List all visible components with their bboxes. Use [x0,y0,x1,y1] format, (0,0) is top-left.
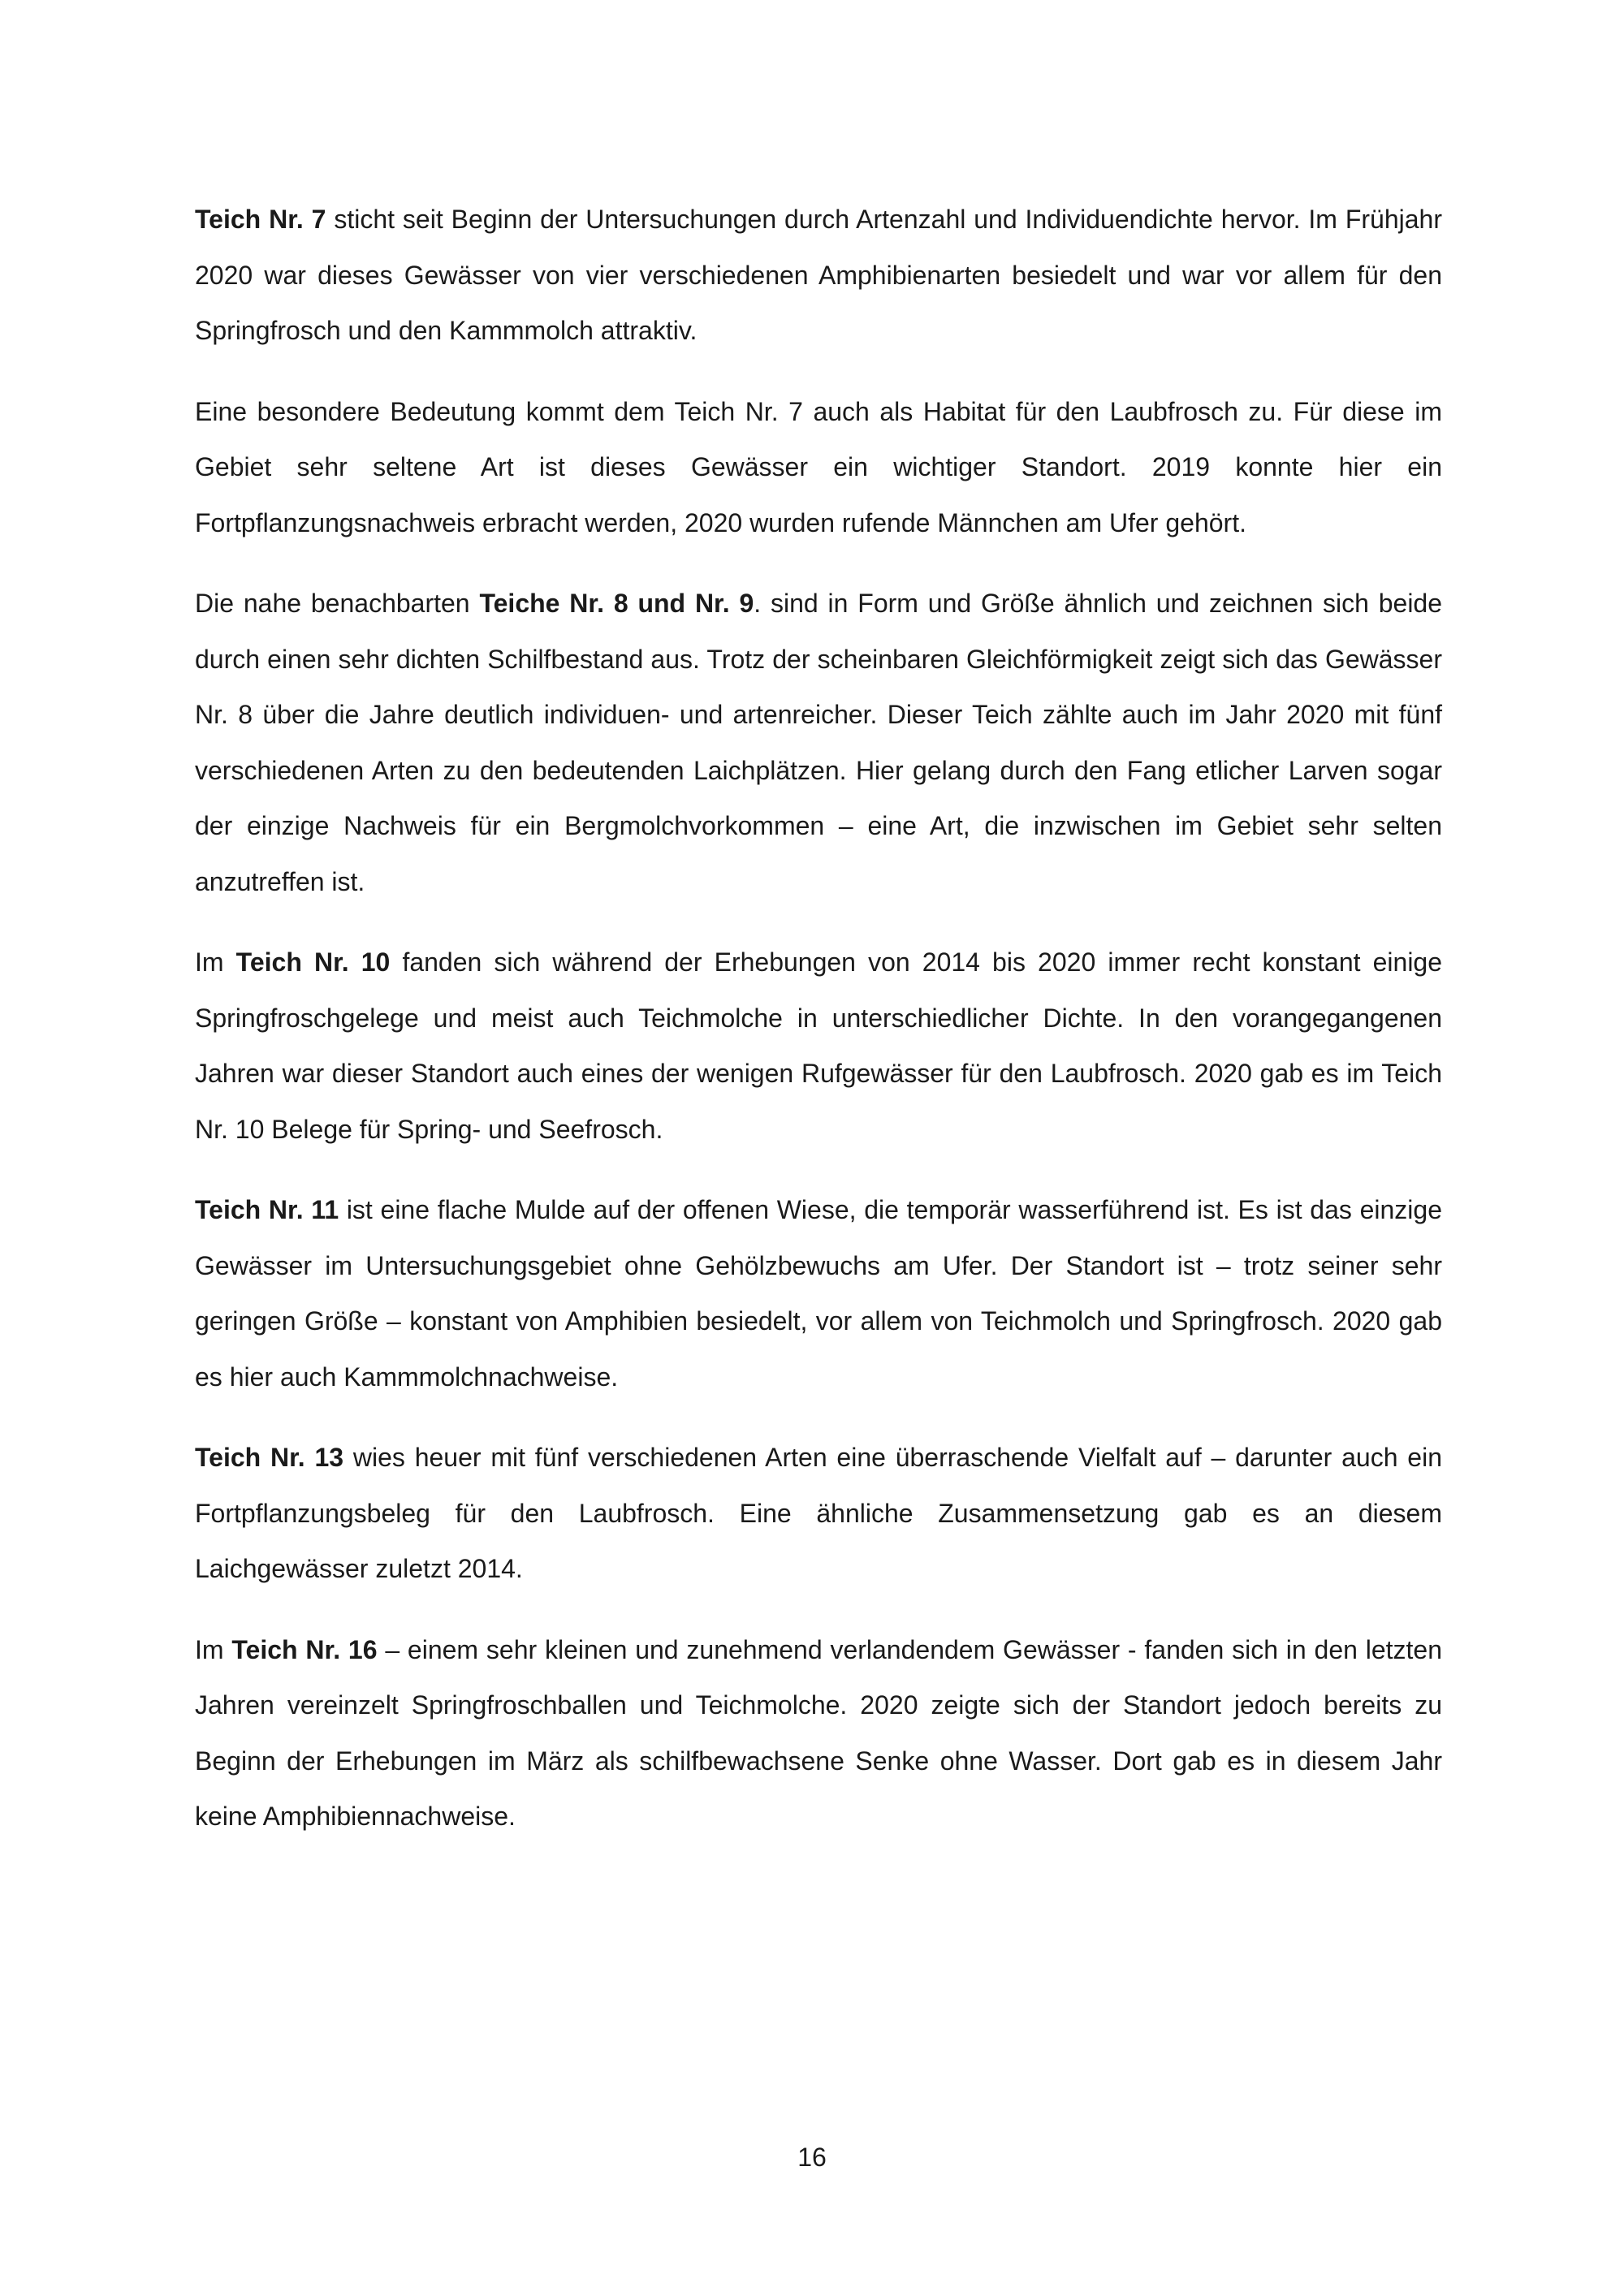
paragraph-text-pre: Die nahe benachbarten [195,589,480,618]
paragraph-laubfrosch [195,384,1442,551]
paragraph-text-post: – einem sehr kleinen und zunehmend verlandendem Gewässer - fanden sich in den letzten Jahren vereinzelt Springfroschballen und Teichmolche. 2020 zeigte sich der Standort jedoch bereits zu Beginn der Erhebungen im März als schilfbewachsene Senke ohne Wasser. Dort gab es in diesem Jahr keine Amphibiennachweise. [195,1634,1443,1831]
paragraph-text: sticht seit Beginn der Untersuchungen durch Artenzahl und Individuendichte hervor. Im Frühjahr 2020 war dieses Gewässer von vier verschiedenen Amphibienarten besiedelt und war vor allem für den Springfrosch und den Kammmolch attraktiv. [195,205,1443,345]
paragraph-teich-11 [195,1182,1442,1405]
paragraph-bold-lead: Teich Nr. 7 [195,205,326,234]
paragraph-teich-10 [195,934,1442,1157]
paragraph-bold: Teich Nr. 16 [231,1634,378,1664]
paragraph-bold: Teiche Nr. 8 und Nr. 9 [479,589,754,618]
paragraph-teich-13 [195,1430,1442,1597]
paragraph-text-pre: Im [195,947,236,977]
paragraph-text-post: fanden sich während der Erhebungen von 2014 bis 2020 immer recht konstant einige Springfroschgelege und meist auch Teichmolche in unterschiedlicher Dichte. In den vorangegangenen Jahren war dieser Standort auch eines der wenigen Rufgewässer für den Laubfrosch. 2020 gab es im Teich Nr. 10 Belege für Spring- und Seefrosch. [195,947,1443,1144]
paragraph-text-pre: Im [195,1634,232,1664]
paragraph-text-post: . sind in Form und Größe ähnlich und zeichnen sich beide durch einen sehr dichten Schilfbestand aus. Trotz der scheinbaren Gleichförmigkeit zeigt sich das Gewässer Nr. 8 über die Jahre deutlich individuen- und artenreicher. Dieser Teich zählte auch im Jahr 2020 mit fünf verschiedenen Arten zu den bedeutenden Laichplätzen. Hier gelang durch den Fang etlicher Larven sogar der einzige Nachweis für ein Bergmolchvorkommen – eine Art, die inzwischen im Gebiet sehr selten anzutreffen ist. [195,589,1443,896]
paragraph-teich-8-9 [195,576,1442,909]
paragraph-text: Eine besondere Bedeutung kommt dem Teich Nr. 7 auch als Habitat für den Laubfrosch zu. Für diese im Gebiet sehr seltene Art ist dieses Gewässer ein wichtiger Standort. 2019 konnte hier ein Fortpflanzungsnachweis erbracht werden, 2020 wurden rufende Männchen am Ufer gehört. [195,396,1442,537]
paragraph-bold-lead: Teich Nr. 11 [195,1195,339,1224]
page-body [195,192,1442,1870]
paragraph-text: wies heuer mit fünf verschiedenen Arten eine überraschende Vielfalt auf – darunter auch ein Fortpflanzungsbeleg für den Laubfrosch. Eine ähnliche Zusammensetzung gab es an diesem Laichgewässer zuletzt 2014. [195,1443,1442,1583]
paragraph-bold-lead: Teich Nr. 13 [195,1443,344,1472]
paragraph-teich-16 [195,1622,1442,1845]
paragraph-bold: Teich Nr. 10 [235,947,391,977]
page-number: 16 [797,2143,827,2172]
paragraph-teich-7 [195,192,1442,359]
paragraph-text: ist eine flache Mulde auf der offenen Wiese, die temporär wasserführend ist. Es ist das einzige Gewässer im Untersuchungsgebiet ohne Gehölzbewuchs am Ufer. Der Standort ist – trotz seiner sehr geringen Größe – konstant von Amphibien besiedelt, vor allem von Teichmolch und Springfrosch. 2020 gab es hier auch Kammmolchnachweise. [195,1195,1443,1392]
